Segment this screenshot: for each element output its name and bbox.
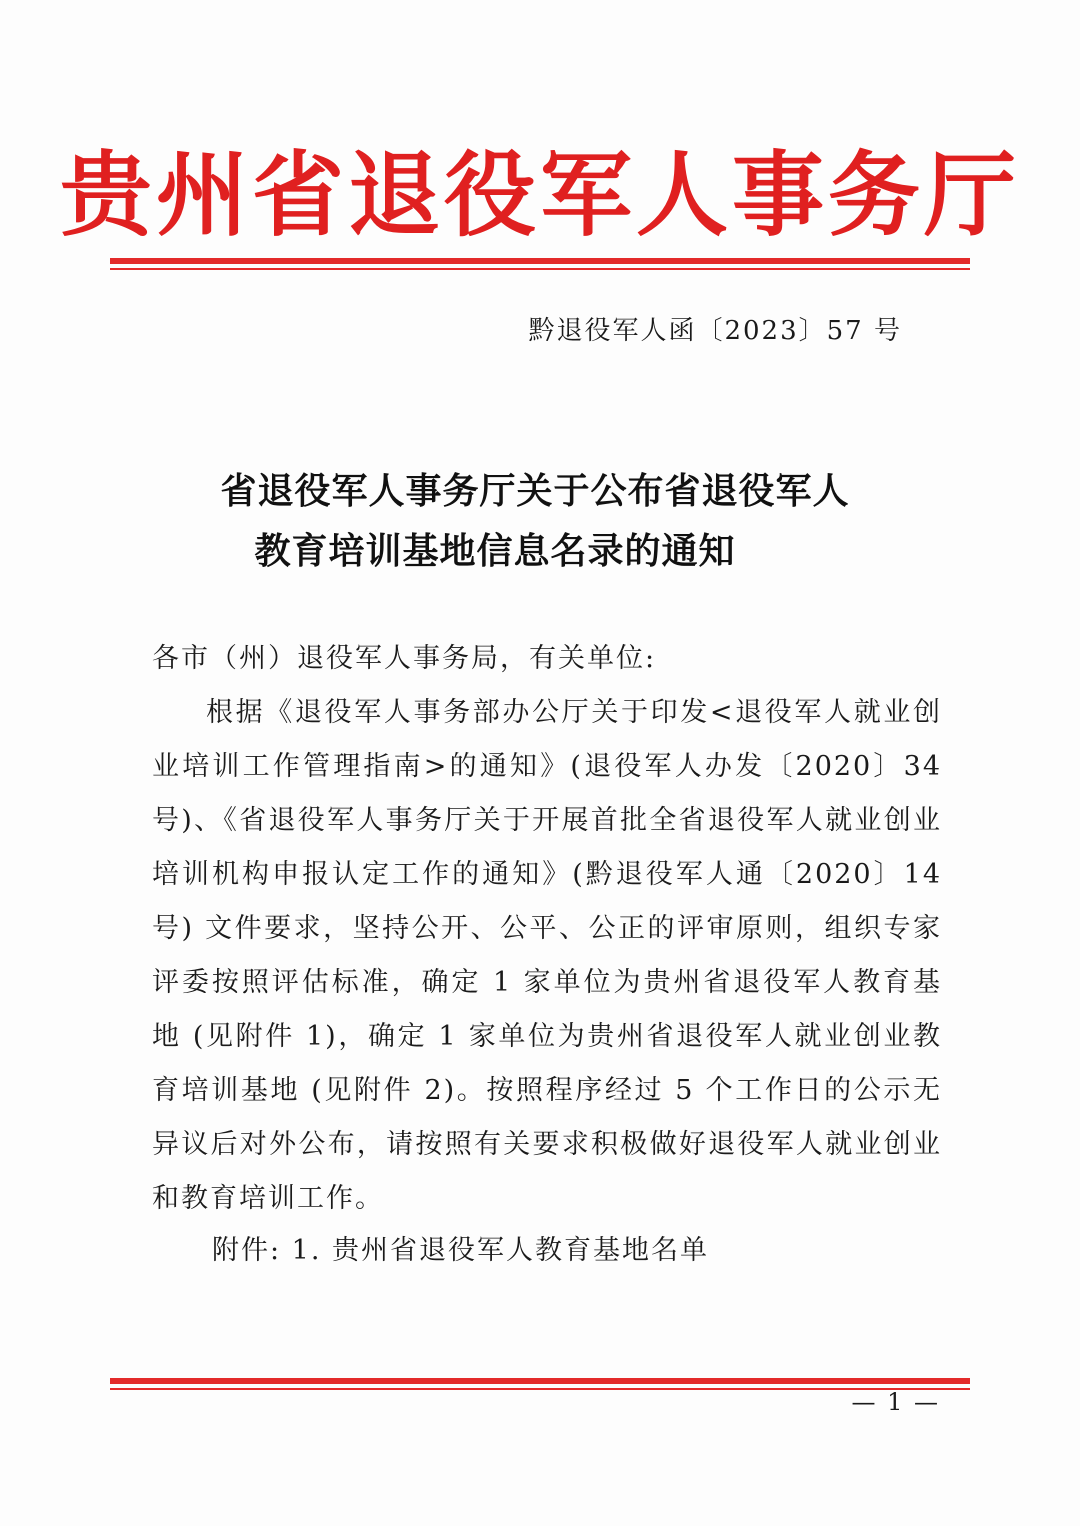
footer-red-rule [110,1378,970,1390]
notice-title-line-2: 教育培训基地信息名录的通知 [254,531,736,572]
notice-title-line-1: 省退役军人事务厅关于公布省退役军人 [220,471,850,512]
document-number: 黔退役军人函〔2023〕57 号 [528,316,902,346]
header-red-rule [110,258,970,270]
attachment-line: 附件: 1. 贵州省退役军人教育基地名单 [212,1235,710,1266]
page-number: — 1 — [851,1388,940,1416]
notice-body [152,632,942,1226]
agency-header-title: 贵州省退役军人事务厅 [59,141,1020,249]
body-paragraph: 根据《退役军人事务部办公厅关于印发<退役军人就业创业培训工作管理指南>的通知》(退役军人办发〔2020〕34 号)、《省退役军人事务厅关于开展首批全省退役军人就业创业培训机构申报认定工作的通知》(黔退役军人通〔2020〕14 号) 文件要求，坚持公开、公平、公正的评审原则，组织专家评委按照评估标准，确定 1 家单位为贵州省退役军人教育基地 (见附件 1)，确定 1 家单位为贵州省退役军人就业创业教育培训基地 (见附件 2)。按照程序经过 5 个工作日的公示无异议后对外公布，请按照有关要求积极做好退役军人就业创业和教育培训工作。 [152,697,942,1214]
salutation: 各市（州）退役军人事务局，有关单位: [152,643,657,674]
notice-title [0,462,1080,582]
